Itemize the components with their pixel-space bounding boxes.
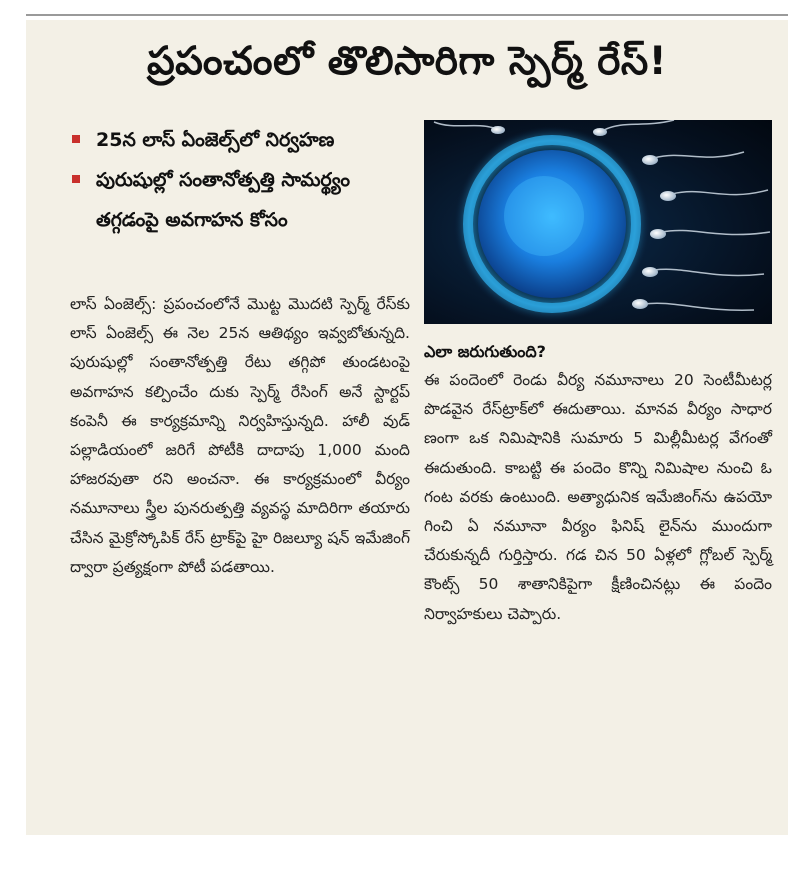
article-right-column bbox=[424, 338, 772, 629]
sperm-egg-photo bbox=[424, 120, 772, 324]
bullet-text: పురుషుల్లో సంతానోత్పత్తి సామర్థ్యం తగ్గడంపై అవగాహన కోసం bbox=[96, 169, 350, 231]
sperm-egg-illustration-icon bbox=[424, 120, 772, 324]
bullet-text: 25న లాస్ ఏంజెల్స్‌లో నిర్వహణ bbox=[96, 129, 335, 151]
highlight-bullets bbox=[70, 120, 410, 240]
bullet-square-icon bbox=[72, 135, 80, 143]
bullet-item bbox=[70, 120, 410, 160]
article-left-column bbox=[70, 290, 410, 582]
section-subhead: ఎలా జరుగుతుంది? bbox=[424, 342, 546, 361]
article-paragraph: ఈ పందెంలో రెండు వీర్య నమూనాలు 20 సెంటీమీటర్ల పొడవైన రేస్‌ట్రాక్‌లో ఈదుతాయి. మానవ వీర్యం సాధార ణంగా ఒక నిమిషానికి సుమారు 5 మిల్లీమీటర్ల వేగంతో ఈదుతుంది. కాబట్టి ఈ పందెం కొన్ని నిమిషాల నుంచి ఓ గంట వరకు ఉంటుంది. అత్యాధునిక ఇమేజింగ్‌ను ఉపయో గించి ఏ నమూనా వీర్యం ఫినిష్ లైన్‌ను ముందుగా చేరుకున్నదీ గుర్తిస్తారు. గడ చిన 50 ఏళ్లలో గ్లోబల్ స్పెర్మ్ కౌంట్స్ 50 శాతానికిపైగా క్షీణించినట్లు ఈ పందెం నిర్వాహకులు చెప్పారు. bbox=[424, 371, 772, 623]
headline: ప్రపంచంలో తొలిసారిగా స్పెర్మ్ రేస్! bbox=[146, 39, 668, 84]
article-paragraph: లాస్ ఏంజెల్స్: ప్రపంచంలోనే మొట్ట మొదటి స్పెర్మ్ రేస్‌కు లాస్ ఏంజెల్స్ ఈ నెల 25న ఆతిథ్యం ఇవ్వబోతున్నది. పురుషుల్లో సంతానోత్పత్తి రేటు తగ్గిపో తుండటంపై అవగాహన కల్పించేం దుకు స్పెర్మ్ రేసింగ్ అనే స్టార్టప్ కంపెనీ ఈ కార్యక్రమాన్ని నిర్వహిస్తున్నది. హాలీ వుడ్ పల్లాడియంలో జరిగే పోటీకి దాదాపు 1,000 మంది హాజరవుతా రని అంచనా. ఈ కార్యక్రమంలో వీర్యం నమూనాలు స్త్రీల పునరుత్పత్తి వ్యవస్థ మాదిరిగా తయారు చేసిన మైక్రోస్కోపిక్ రేస్ ట్రాక్‌పై హై రిజల్యూ షన్ ఇమేజింగ్ ద్వారా ప్రత్యక్షంగా పోటీ పడతాయి. bbox=[70, 295, 410, 576]
bullet-item bbox=[70, 160, 410, 240]
top-rule bbox=[26, 14, 788, 16]
bullet-square-icon bbox=[72, 175, 80, 183]
